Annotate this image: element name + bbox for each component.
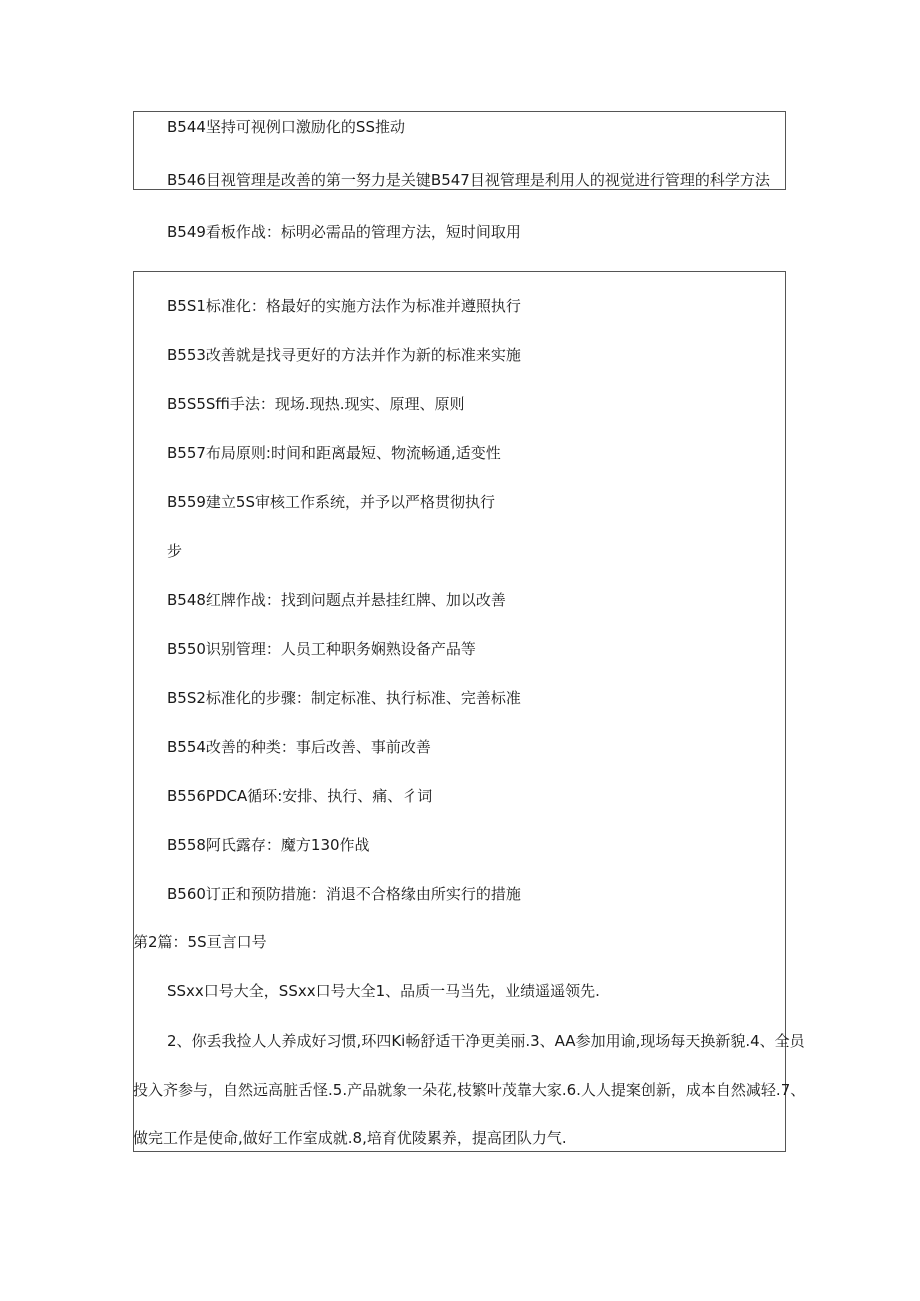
list-item: B550识别管理：人员工种职务娴熟设备产品等 <box>167 640 476 658</box>
text-line-b546: B546目视管理是改善的第一努力是关键B547目视管理是利用人的视觉进行管理的科学方法 <box>167 171 770 189</box>
list-item: B554改善的种类：事后改善、事前改善 <box>167 738 431 756</box>
list-item: B553改善就是找寻更好的方法并作为新的标准来实施 <box>167 346 521 364</box>
list-item: 步 <box>167 542 183 560</box>
list-item: B559建立5S审核工作系统，并予以严格贯彻执行 <box>167 493 495 511</box>
section-title: 第2篇：5S亘言口号 <box>133 933 267 951</box>
list-item: B560订正和预防措施：消退不合格缘由所实行的措施 <box>167 885 521 903</box>
text-line-b549: B549看板作战：标明必需品的管理方法，短时间取用 <box>167 223 521 241</box>
list-item: B5S1标准化：格最好的实施方法作为标准并遵照执行 <box>167 297 521 315</box>
list-item: B5S2标准化的步骤：制定标准、执行标准、完善标准 <box>167 689 521 707</box>
list-item: B5S5Sffi手法：现场.现热.现实、原理、原则 <box>167 395 465 413</box>
paragraph-slogans-line: 2、你丢我捡人人养成好习惯,环四Ki畅舒适干净更美丽.3、AA参加用谕,现场每天换新貌.4、全员 <box>167 1032 805 1050</box>
text-line-b544: B544坚持可视例口激励化的SS推动 <box>167 118 405 136</box>
list-item: B556PDCA循环:安排、执行、痛、彳词 <box>167 787 433 805</box>
paragraph-slogans-intro: SSxx口号大全，SSxx口号大全1、品质一马当先，业绩遥遥领先. <box>167 982 600 1000</box>
paragraph-slogans-line: 做完工作是使命,做好工作室成就.8,培育优陵累养，提高团队力气. <box>133 1129 567 1147</box>
list-item: B548红牌作战：找到问题点并悬挂红牌、加以改善 <box>167 591 506 609</box>
paragraph-slogans-line: 投入齐参与，自然远高脏舌怪.5.产品就象一朵花,枝繁叶茂靠大家.6.人人提案创新，成本自然减轻.7、 <box>133 1081 806 1099</box>
list-item: B557布局原则:时间和距离最短、物流畅通,适变性 <box>167 444 501 462</box>
list-item: B558阿氏露存：魔方130作战 <box>167 836 370 854</box>
